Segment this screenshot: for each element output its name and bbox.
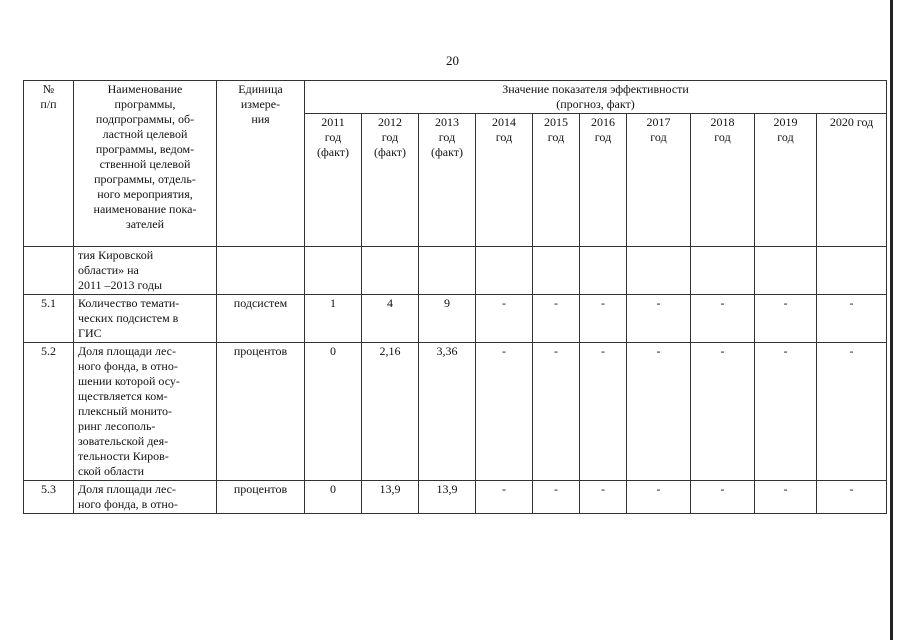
row-value: 2,16 (362, 343, 419, 481)
table-row (24, 247, 887, 295)
row-value: 3,36 (419, 343, 476, 481)
header-unit-cell: Единица измере- ния (217, 81, 305, 247)
row-num: 5.2 (24, 343, 74, 481)
row-value: - (627, 481, 691, 514)
row-value: - (476, 481, 533, 514)
row-unit (217, 247, 305, 295)
header-year-2016: 2016 год (580, 114, 627, 247)
row-num: 5.3 (24, 481, 74, 514)
row-value: 0 (305, 343, 362, 481)
row-name: Доля площади лес- ного фонда, в отно- шении которой осу- ществляется ком- плексный монито- ринг лесополь- зовательской дея- тельности Киров- ской области (74, 343, 217, 481)
row-value: 9 (419, 295, 476, 343)
row-value: - (755, 343, 817, 481)
row-num (24, 247, 74, 295)
header-year-2014: 2014 год (476, 114, 533, 247)
row-value (476, 247, 533, 295)
row-value: - (476, 295, 533, 343)
header-year-2020: 2020 год (817, 114, 887, 247)
header-name-cell: Наименование программы, подпрограммы, об- ластной целевой программы, ведом- ственной целевой программы, отдель- ного мероприятия, наименование пока- зателей (74, 81, 217, 247)
row-value (419, 247, 476, 295)
row-value (533, 247, 580, 295)
header-group-title: Значение показателя эффективности (прогноз, факт) (305, 81, 887, 114)
row-value: 13,9 (362, 481, 419, 514)
row-value: - (691, 343, 755, 481)
row-value: - (817, 481, 887, 514)
row-value: 4 (362, 295, 419, 343)
row-value (305, 247, 362, 295)
row-name: Количество темати- ческих подсистем в ГИС (74, 295, 217, 343)
header-year-2017: 2017 год (627, 114, 691, 247)
row-value: - (580, 343, 627, 481)
header-year-2019: 2019 год (755, 114, 817, 247)
row-unit: подсистем (217, 295, 305, 343)
header-row-1 (24, 81, 887, 114)
row-value: - (755, 481, 817, 514)
row-value: - (476, 343, 533, 481)
row-value: - (627, 295, 691, 343)
row-value (362, 247, 419, 295)
row-value: 1 (305, 295, 362, 343)
row-value: - (755, 295, 817, 343)
page-number: 20 (446, 53, 459, 68)
row-value: 0 (305, 481, 362, 514)
row-unit: процентов (217, 481, 305, 514)
row-value: - (533, 481, 580, 514)
header-num-cell: № п/п (24, 81, 74, 247)
header-year-2015: 2015 год (533, 114, 580, 247)
row-value: - (691, 295, 755, 343)
header-year-2013: 2013 год (факт) (419, 114, 476, 247)
row-value: - (533, 343, 580, 481)
row-value (817, 247, 887, 295)
row-value: - (691, 481, 755, 514)
row-value (691, 247, 755, 295)
table-row (24, 481, 887, 514)
row-num: 5.1 (24, 295, 74, 343)
row-value (755, 247, 817, 295)
page-edge-rule (890, 0, 893, 640)
row-value: - (580, 295, 627, 343)
indicators-table (23, 80, 887, 514)
row-value: - (580, 481, 627, 514)
row-name: Доля площади лес- ного фонда, в отно- (74, 481, 217, 514)
row-unit: процентов (217, 343, 305, 481)
table-row (24, 343, 887, 481)
row-value: - (533, 295, 580, 343)
row-value: - (627, 343, 691, 481)
header-year-2012: 2012 год (факт) (362, 114, 419, 247)
row-value (627, 247, 691, 295)
row-value: - (817, 295, 887, 343)
header-year-2011: 2011 год (факт) (305, 114, 362, 247)
row-value: - (817, 343, 887, 481)
row-value (580, 247, 627, 295)
table-row (24, 295, 887, 343)
row-name: тия Кировской области» на 2011 –2013 годы (74, 247, 217, 295)
row-value: 13,9 (419, 481, 476, 514)
header-year-2018: 2018 год (691, 114, 755, 247)
